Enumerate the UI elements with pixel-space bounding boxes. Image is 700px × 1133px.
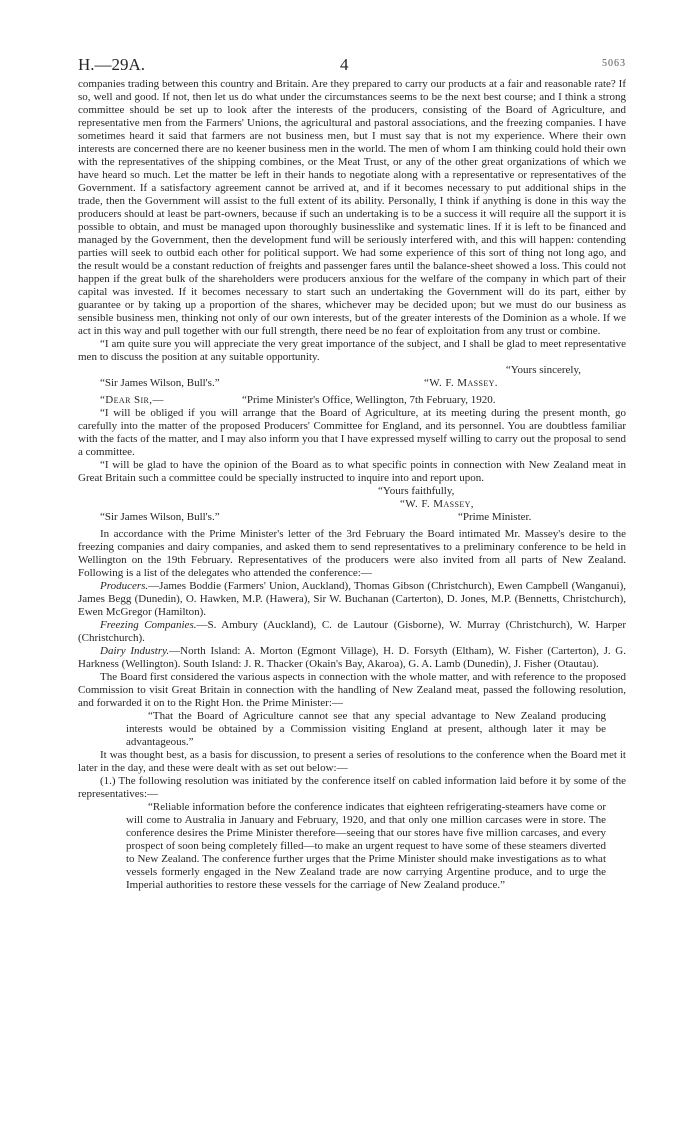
page-header bbox=[78, 55, 626, 79]
letter2-title: “Prime Minister. bbox=[458, 511, 532, 523]
letter2-signature: “W. F. Massey, bbox=[400, 498, 474, 510]
freezing-label: Freezing Companies. bbox=[100, 619, 197, 631]
basis-paragraph: It was thought best, as a basis for discussion, to present a series of resolutions to the conference when the Board met it later in the day, and these were dealt with as set out below:— bbox=[78, 749, 626, 774]
freezing-list bbox=[78, 619, 626, 645]
letter2-header-line bbox=[78, 394, 626, 407]
stamp-number: 5063 bbox=[602, 58, 626, 69]
dairy-names: —North Island: A. Morton (Egmont Village), H. D. Forsyth (Eltham), W. Fisher (Carterton), J. G. Harkness (Wellington). South Island: J. R. Thacker (Okain's Bay, Akaroa), G. A. Lamb (Dunedin), J. Fisher (Otautau). bbox=[78, 645, 626, 670]
dairy-label: Dairy Industry. bbox=[100, 645, 170, 657]
letter2-addressee-line bbox=[78, 511, 626, 524]
letter2-para2: “I will be glad to have the opinion of the Board as to what specific points in connection with New Zealand meat in Great Britain such a committee could be specially instructed to inquire into and report upon. bbox=[78, 459, 626, 484]
producers-names: —James Boddie (Farmers' Union, Auckland), Thomas Gibson (Christchurch), Ewen Campbell (Wanganui), James Begg (Dunedin), O. Hawken, M.P. (Hawera), Sir W. Buchanan (Carterton), D. Jones, M.P. (Bennetts, Christchurch), Ewen McGregor (Hamilton). bbox=[78, 580, 626, 618]
board-paragraph: The Board first considered the various aspects in connection with the whole matter, and with reference to the proposed Commission to visit Great Britain in connection with the handling of New Zealand meat, passed the following resolution, and forwarded it on to the Right Hon. the Prime Minister:— bbox=[78, 671, 626, 709]
letter1-valediction: “Yours sincerely, bbox=[505, 364, 581, 376]
producers-label: Producers. bbox=[100, 580, 149, 592]
letter2-dateline: “Prime Minister's Office, Wellington, 7th February, 1920. bbox=[242, 394, 496, 406]
report-intro: In accordance with the Prime Minister's letter of the 3rd February the Board intimated Mr. Massey's desire to the freezing companies and dairy companies, and asked them to send representatives to a preliminary conference to be held in Wellington on the 19th February. Representatives of the producers were also invited from all parts of New Zealand. Following is a list of the delegates who attended the conference:— bbox=[78, 528, 626, 579]
letter2-salutation: “Dear Sir,— bbox=[100, 394, 164, 406]
letter1-addressee: “Sir James Wilson, Bull's.” bbox=[100, 377, 220, 389]
resolution-item-1: (1.) The following resolution was initiated by the conference itself on cabled information laid before it by some of the representatives:— bbox=[78, 775, 626, 800]
series-label: H.—29A. bbox=[78, 55, 146, 74]
letter2-valediction-line bbox=[78, 485, 626, 498]
letter2-valediction: “Yours faithfully, bbox=[378, 485, 455, 497]
letter2-para1: “I will be obliged if you will arrange that the Board of Agriculture, at its meeting during the present month, go carefully into the matter of the proposed Producers' Committee for England, and its personnel. You are doubtless familiar with the facts of the matter, and I may also inform you that I have expressed myself willing to carry out the proposal to send a committee. bbox=[78, 407, 626, 458]
freezing-names: —S. Ambury (Auckland), C. de Lautour (Gisborne), W. Murray (Christchurch), W. Harper (Christchurch). bbox=[78, 619, 626, 644]
cabled-resolution: “Reliable information before the conference indicates that eighteen refrigerating-steamers have come or will come to Australia in January and February, 1920, and that only one million carcases were in store. The conference desires the Prime Minister therefore—seeing that our stores have five million carcases, and every prospect of soon being completely filled—to make an urgent request to have some of these steamers diverted to New Zealand. The conference further urges that the Prime Minister should make investigations as to what vessels formerly engaged in the New Zealand trade are now carrying Argentine produce, and to urge the Imperial authorities to restore these vessels for the carriage of New Zealand produce.” bbox=[126, 801, 606, 891]
letter1-closing: “I am quite sure you will appreciate the very great importance of the subject, and I shall be glad to meet representative men to discuss the position at any suitable opportunity. bbox=[78, 338, 626, 363]
dairy-list bbox=[78, 645, 626, 671]
letter1-body: companies trading between this country and Britain. Are they prepared to carry our products at a fair and reasonable rate? If so, well and good. If not, then let us do what under the circumstances seems to be the next best course; and I think a strong committee should be set up to look after the interests of the producers, consisting of the Board of Agriculture, and representative men from the Farmers' Unions, the agricultural and pastoral associations, and the freezing companies. I have sometimes heard it said that farmers are not business men, but I must say that is not my experience. Where their own interests are concerned there are no keener business men in the world. The men of whom I am thinking could hold their own with the representatives of the shipping combines, or the Meat Trust, or any of the other great organizations of which we have heard so much. Let the matter be left in their hands to negotiate along with a representative or representatives of the Government. If a satisfactory agreement cannot be arrived at, and if it becomes necessary to put additional ships in the trade, then the Government will assist to the full extent of its ability. Personally, I think if anything is done in this way the producers should at least be part-owners, because if such an undertaking is to be a success it will require all the support it is possible to obtain, and must be managed upon thoroughly businesslike and systematic lines. If it is left to be financed and managed by the Government, then the development fund will be seriously interfered with, and this will happen: contending parties will seek to outbid each other for political support. We had some experience of this sort of thing not long ago, and the result would be a constant reduction of freights and passenger fares until the balance-sheet showed a loss. This could not happen if the great bulk of the shareholders were producers anxious for the welfare of the company in which part of their capital was invested. If it becomes necessary to start such an undertaking the Government will do its part, either by guarantee or by taking up a proportion of the shares, whichever may be decided upon; but we must do our business as sensible business men, thinking not only of our own interests, but of the greater interests of the Dominion as a whole. If we act in this way and pull together with our full strength, there need be no fear of exploitation from any trust or combine. bbox=[78, 78, 626, 337]
letter1-signature: “W. F. Massey. bbox=[424, 377, 498, 389]
page-body bbox=[78, 78, 626, 892]
letter2-addressee: “Sir James Wilson, Bull's.” bbox=[100, 511, 220, 523]
board-resolution: “That the Board of Agriculture cannot see that any special advantage to New Zealand producing interests would be obtained by a Commission visiting England at present, although later it may be advantageous.” bbox=[126, 710, 606, 748]
page-number: 4 bbox=[340, 55, 349, 74]
producers-list bbox=[78, 580, 626, 619]
letter1-signature-line bbox=[78, 377, 626, 390]
letter2-signature-line bbox=[78, 498, 626, 511]
